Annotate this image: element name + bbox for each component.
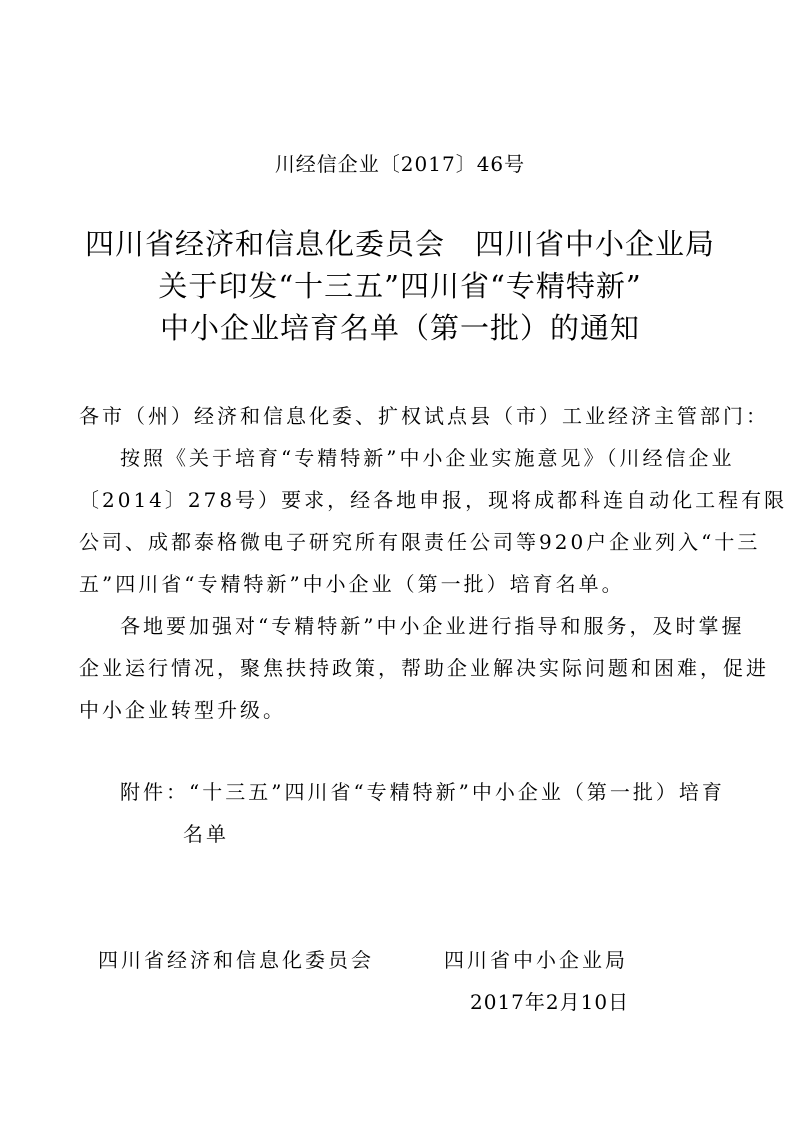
attachment-line-2: 名单	[183, 822, 229, 846]
paragraph-1-line-3: 公司、成都泰格微电子研究所有限责任公司等920户企业列入“十三	[79, 530, 761, 554]
paragraph-1-line-4: 五”四川省“专精特新”中小企业（第一批）培育名单。	[79, 572, 625, 596]
signatory-economic-committee: 四川省经济和信息化委员会	[98, 948, 374, 972]
paragraph-2-line-2: 企业运行情况，聚焦扶持政策，帮助企业解决实际问题和困难，促进	[79, 656, 769, 680]
title-line-3: 中小企业培育名单（第一批）的通知	[159, 311, 640, 345]
paragraph-1-line-2: 〔2014〕278号）要求，经各地申报，现将成都科连自动化工程有限	[79, 488, 788, 512]
attachment-line-1: 附件：“十三五”四川省“专精特新”中小企业（第一批）培育	[120, 780, 725, 804]
recipient-line: 各市（州）经济和信息化委、扩权试点县（市）工业经济主管部门：	[79, 404, 769, 428]
signatory-sme-bureau: 四川省中小企业局	[444, 948, 628, 972]
document-number: 川经信企业〔2017〕46号	[274, 152, 526, 176]
title-line-2: 关于印发“十三五”四川省“专精特新”	[158, 269, 642, 303]
paragraph-2-line-1: 各地要加强对“专精特新”中小企业进行指导和服务，及时掌握	[120, 614, 745, 638]
paragraph-2-line-3: 中小企业转型升级。	[79, 698, 286, 722]
title-line-1: 四川省经济和信息化委员会 四川省中小企业局	[84, 227, 715, 261]
issue-date: 2017年2月10日	[470, 990, 630, 1014]
paragraph-1-line-1: 按照《关于培育“专精特新”中小企业实施意见》（川经信企业	[120, 446, 735, 470]
